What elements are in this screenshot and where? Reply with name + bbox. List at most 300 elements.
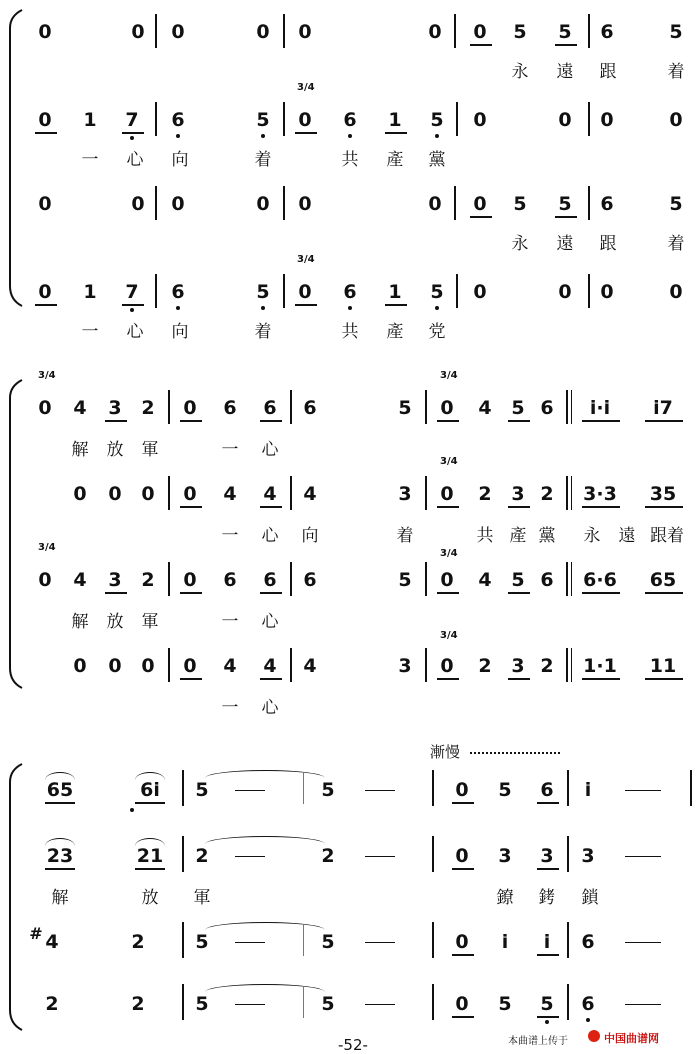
time-signature: 3/4 — [440, 456, 458, 467]
note: 0 — [38, 281, 52, 303]
underline — [295, 304, 317, 306]
note: 5 — [256, 281, 270, 303]
note: 0 — [455, 993, 469, 1015]
note: 4 — [303, 655, 317, 677]
lyric: 共 — [341, 322, 359, 342]
note: 0 — [256, 21, 270, 43]
underline — [508, 420, 530, 422]
site-logo-icon — [588, 1030, 600, 1042]
tie — [205, 984, 325, 992]
barline — [155, 14, 157, 48]
note: 0 — [600, 281, 614, 303]
barline — [155, 102, 157, 136]
underline — [582, 506, 620, 508]
note: 6 — [263, 569, 277, 591]
underline — [537, 868, 559, 870]
note: 0 — [171, 193, 185, 215]
note: 0 — [38, 21, 52, 43]
barline — [155, 274, 157, 308]
note: 4 — [478, 569, 492, 591]
note: 5 — [669, 193, 683, 215]
underline — [105, 592, 127, 594]
lyric: 心 — [261, 440, 279, 460]
barline — [571, 476, 572, 510]
note: 6 — [600, 21, 614, 43]
note: 3 — [398, 483, 412, 505]
lyric: 共 — [341, 150, 359, 170]
lyric: 着 — [667, 234, 685, 254]
note: 7 — [125, 281, 139, 303]
note: 5 — [513, 193, 527, 215]
note: 2 — [195, 845, 209, 867]
note: 0 — [183, 655, 197, 677]
note: 0 — [600, 109, 614, 131]
underline — [452, 1016, 474, 1018]
lyric: 心 — [261, 698, 279, 718]
barline — [571, 648, 572, 682]
tie — [205, 836, 325, 844]
barline — [290, 562, 292, 596]
underline — [537, 802, 559, 804]
note: 5 — [256, 109, 270, 131]
note: 6 — [540, 779, 554, 801]
note: 6·6 — [583, 569, 617, 591]
note: 5 — [540, 993, 554, 1015]
lyric: 解 — [51, 888, 69, 908]
low-octave-dot — [348, 306, 352, 310]
note: 0 — [440, 569, 454, 591]
lyric: 永 — [583, 526, 601, 546]
lyric: 跟 — [599, 62, 617, 82]
barline — [456, 102, 458, 136]
time-signature: 3/4 — [440, 370, 458, 381]
underline — [452, 802, 474, 804]
underline — [508, 506, 530, 508]
note: 5 — [669, 21, 683, 43]
barline — [155, 186, 157, 220]
low-octave-dot — [130, 308, 134, 312]
sharp-accidental: # — [29, 924, 43, 943]
note: 0 — [131, 193, 145, 215]
note: 2 — [540, 483, 554, 505]
dash — [365, 942, 395, 943]
barline — [425, 562, 427, 596]
dash — [235, 856, 265, 857]
note: 0 — [558, 281, 572, 303]
barline — [432, 770, 434, 806]
barline — [588, 186, 590, 220]
note: 5 — [398, 397, 412, 419]
lyric: 產 — [386, 150, 404, 170]
barline — [168, 648, 170, 682]
note: 5 — [513, 21, 527, 43]
note: 4 — [223, 655, 237, 677]
note: 6 — [303, 569, 317, 591]
lyric: 放 — [141, 888, 159, 908]
low-octave-dot — [176, 134, 180, 138]
note: 3 — [540, 845, 554, 867]
lyric: 永 — [511, 234, 529, 254]
note: 5 — [321, 993, 335, 1015]
underline — [437, 678, 459, 680]
note: 7 — [125, 109, 139, 131]
note: 5 — [195, 779, 209, 801]
note: 4 — [303, 483, 317, 505]
note: 6 — [263, 397, 277, 419]
note: 0 — [38, 193, 52, 215]
note: 5 — [511, 569, 525, 591]
lyric: 向 — [171, 322, 189, 342]
lyric: 一 — [221, 440, 239, 460]
underline — [180, 592, 202, 594]
underline — [470, 44, 492, 46]
note: 5 — [195, 931, 209, 953]
note: 0 — [440, 655, 454, 677]
barline — [182, 922, 184, 958]
underline — [645, 420, 683, 422]
note: i — [584, 779, 592, 801]
note: 0 — [455, 845, 469, 867]
dash — [625, 856, 661, 857]
barline — [567, 984, 569, 1020]
note: 0 — [455, 931, 469, 953]
low-octave-dot — [348, 134, 352, 138]
underline — [582, 678, 620, 680]
dash — [365, 790, 395, 791]
low-octave-dot — [130, 136, 134, 140]
underline — [645, 506, 683, 508]
underline — [135, 802, 165, 804]
lyric: 放 — [106, 440, 124, 460]
barline — [290, 476, 292, 510]
note: 4 — [263, 655, 277, 677]
barline — [303, 772, 304, 804]
note: 1 — [83, 281, 97, 303]
lyric: 着 — [667, 62, 685, 82]
note: 3·3 — [583, 483, 617, 505]
note: 5 — [321, 931, 335, 953]
note: 3 — [581, 845, 595, 867]
note: 0 — [473, 109, 487, 131]
note: 0 — [455, 779, 469, 801]
underline — [45, 802, 75, 804]
barline — [588, 14, 590, 48]
tempo-mark: 漸慢 — [429, 743, 461, 761]
low-octave-dot — [130, 808, 134, 812]
underline — [508, 592, 530, 594]
note: 0 — [73, 483, 87, 505]
barline — [283, 186, 285, 220]
dash — [625, 1004, 661, 1005]
underline — [582, 592, 620, 594]
lyric: 着 — [254, 322, 272, 342]
barline — [566, 476, 568, 510]
note: 0 — [141, 483, 155, 505]
lyric: 党 — [428, 322, 446, 342]
note: 0 — [38, 109, 52, 131]
barline — [303, 986, 304, 1018]
lyric: 一 — [81, 150, 99, 170]
note: 0 — [428, 193, 442, 215]
time-signature: 3/4 — [297, 254, 315, 265]
note: 5 — [398, 569, 412, 591]
barline — [566, 562, 568, 596]
dash — [235, 790, 265, 791]
time-signature: 3/4 — [440, 630, 458, 641]
note: 4 — [223, 483, 237, 505]
underline — [122, 132, 144, 134]
lyric: 共 — [476, 526, 494, 546]
note: 5 — [558, 21, 572, 43]
note: 2 — [478, 483, 492, 505]
underline — [508, 678, 530, 680]
lyric: 產 — [509, 526, 527, 546]
note: 5 — [498, 779, 512, 801]
slur — [45, 838, 75, 846]
note: 0 — [298, 281, 312, 303]
note: i·i — [589, 397, 611, 419]
barline — [566, 648, 568, 682]
lyric: 跟着 — [650, 526, 684, 546]
upload-notice: 本曲谱上传于 — [508, 1036, 568, 1047]
barline — [588, 102, 590, 136]
note: 0 — [298, 193, 312, 215]
note: 2 — [540, 655, 554, 677]
note: 65 — [46, 779, 74, 801]
lyric: 一 — [221, 698, 239, 718]
barline — [283, 102, 285, 136]
barline — [182, 770, 184, 806]
note: 0 — [298, 109, 312, 131]
note: 0 — [183, 483, 197, 505]
note: 6i — [140, 779, 160, 801]
note: 23 — [46, 845, 74, 867]
note: 6 — [581, 993, 595, 1015]
barline — [454, 14, 456, 48]
lyric: 產 — [386, 322, 404, 342]
underline — [180, 506, 202, 508]
lyric: 遠 — [556, 234, 574, 254]
lyric: 心 — [261, 526, 279, 546]
time-signature: 3/4 — [297, 82, 315, 93]
lyric: 銬 — [538, 888, 556, 908]
note: 5 — [511, 397, 525, 419]
barline — [567, 836, 569, 872]
lyric: 解 — [71, 440, 89, 460]
note: 0 — [183, 569, 197, 591]
barline — [283, 274, 285, 308]
lyric: 鐐 — [496, 888, 514, 908]
barline — [290, 648, 292, 682]
low-octave-dot — [435, 134, 439, 138]
note: 0 — [428, 21, 442, 43]
note: i — [543, 931, 551, 953]
lyric: 心 — [126, 322, 144, 342]
note: 0 — [473, 21, 487, 43]
tempo-dotted-line — [470, 752, 560, 754]
underline — [385, 304, 407, 306]
barline — [567, 922, 569, 958]
underline — [452, 868, 474, 870]
note: 0 — [669, 109, 683, 131]
note: 5 — [558, 193, 572, 215]
barline — [425, 476, 427, 510]
underline — [470, 216, 492, 218]
note: 65 — [649, 569, 677, 591]
lyric: 黨 — [428, 150, 446, 170]
underline — [555, 44, 577, 46]
dash — [365, 856, 395, 857]
note: i — [501, 931, 509, 953]
underline — [537, 1016, 559, 1018]
barline — [566, 390, 568, 424]
barline — [425, 648, 427, 682]
note: 6 — [540, 569, 554, 591]
dash — [365, 1004, 395, 1005]
note: 3 — [511, 483, 525, 505]
note: 4 — [73, 569, 87, 591]
note: 0 — [141, 655, 155, 677]
note: 35 — [649, 483, 677, 505]
note: 0 — [473, 281, 487, 303]
lyric: 放 — [106, 612, 124, 632]
tie — [205, 922, 325, 930]
note: i7 — [653, 397, 673, 419]
note: 11 — [649, 655, 677, 677]
note: 5 — [430, 281, 444, 303]
note: 0 — [256, 193, 270, 215]
barline — [690, 770, 692, 806]
note: 1 — [83, 109, 97, 131]
underline — [122, 304, 144, 306]
note: 6 — [171, 281, 185, 303]
note: 21 — [136, 845, 164, 867]
lyric: 遠 — [556, 62, 574, 82]
note: 6 — [223, 569, 237, 591]
note: 3 — [511, 655, 525, 677]
underline — [35, 132, 57, 134]
lyric: 一 — [81, 322, 99, 342]
note: 2 — [141, 569, 155, 591]
dash — [625, 790, 661, 791]
note: 5 — [321, 779, 335, 801]
underline — [180, 420, 202, 422]
slur — [135, 838, 165, 846]
dash — [625, 942, 661, 943]
barline — [456, 274, 458, 308]
barline — [283, 14, 285, 48]
underline — [555, 216, 577, 218]
dash — [235, 942, 265, 943]
note: 2 — [131, 993, 145, 1015]
barline — [454, 186, 456, 220]
note: 4 — [45, 931, 59, 953]
lyric: 解 — [71, 612, 89, 632]
lyric: 遠 — [618, 526, 636, 546]
note: 6 — [581, 931, 595, 953]
system-1-brace — [4, 8, 24, 308]
barline — [588, 274, 590, 308]
barline — [290, 390, 292, 424]
underline — [105, 420, 127, 422]
underline — [645, 592, 683, 594]
note: 6 — [343, 109, 357, 131]
low-octave-dot — [545, 1020, 549, 1024]
lyric: 軍 — [193, 888, 211, 908]
note: 0 — [38, 569, 52, 591]
note: 6 — [540, 397, 554, 419]
note: 3 — [108, 397, 122, 419]
lyric: 永 — [511, 62, 529, 82]
note: 0 — [171, 21, 185, 43]
note: 0 — [669, 281, 683, 303]
note: 3 — [498, 845, 512, 867]
time-signature: 3/4 — [38, 370, 56, 381]
underline — [295, 132, 317, 134]
barline — [432, 922, 434, 958]
time-signature: 3/4 — [440, 548, 458, 559]
note: 2 — [45, 993, 59, 1015]
note: 4 — [478, 397, 492, 419]
lyric: 一 — [221, 526, 239, 546]
note: 0 — [108, 655, 122, 677]
note: 5 — [498, 993, 512, 1015]
underline — [260, 506, 282, 508]
note: 6 — [223, 397, 237, 419]
barline — [182, 836, 184, 872]
note: 5 — [430, 109, 444, 131]
lyric: 跟 — [599, 234, 617, 254]
lyric: 軍 — [141, 440, 159, 460]
note: 1 — [388, 281, 402, 303]
note: 0 — [73, 655, 87, 677]
underline — [260, 678, 282, 680]
underline — [135, 868, 165, 870]
note: 6 — [600, 193, 614, 215]
page-number: -52- — [338, 1036, 368, 1054]
note: 0 — [183, 397, 197, 419]
underline — [260, 592, 282, 594]
barline — [168, 390, 170, 424]
site-name[interactable]: 中国曲谱网 — [604, 1032, 659, 1045]
underline — [437, 592, 459, 594]
lyric: 着 — [254, 150, 272, 170]
note: 0 — [473, 193, 487, 215]
note: 0 — [298, 21, 312, 43]
underline — [452, 954, 474, 956]
note: 0 — [108, 483, 122, 505]
low-octave-dot — [261, 306, 265, 310]
lyric: 着 — [396, 526, 414, 546]
lyric: 向 — [171, 150, 189, 170]
lyric: 黨 — [538, 526, 556, 546]
underline — [645, 678, 683, 680]
note: 1 — [388, 109, 402, 131]
low-octave-dot — [586, 1018, 590, 1022]
lyric: 心 — [261, 612, 279, 632]
system-3-brace — [4, 762, 24, 1032]
slur — [45, 772, 75, 780]
tie — [205, 770, 325, 778]
note: 4 — [263, 483, 277, 505]
underline — [582, 420, 620, 422]
barline — [571, 562, 572, 596]
underline — [537, 954, 559, 956]
note: 2 — [141, 397, 155, 419]
underline — [437, 506, 459, 508]
note: 2 — [478, 655, 492, 677]
note: 0 — [558, 109, 572, 131]
